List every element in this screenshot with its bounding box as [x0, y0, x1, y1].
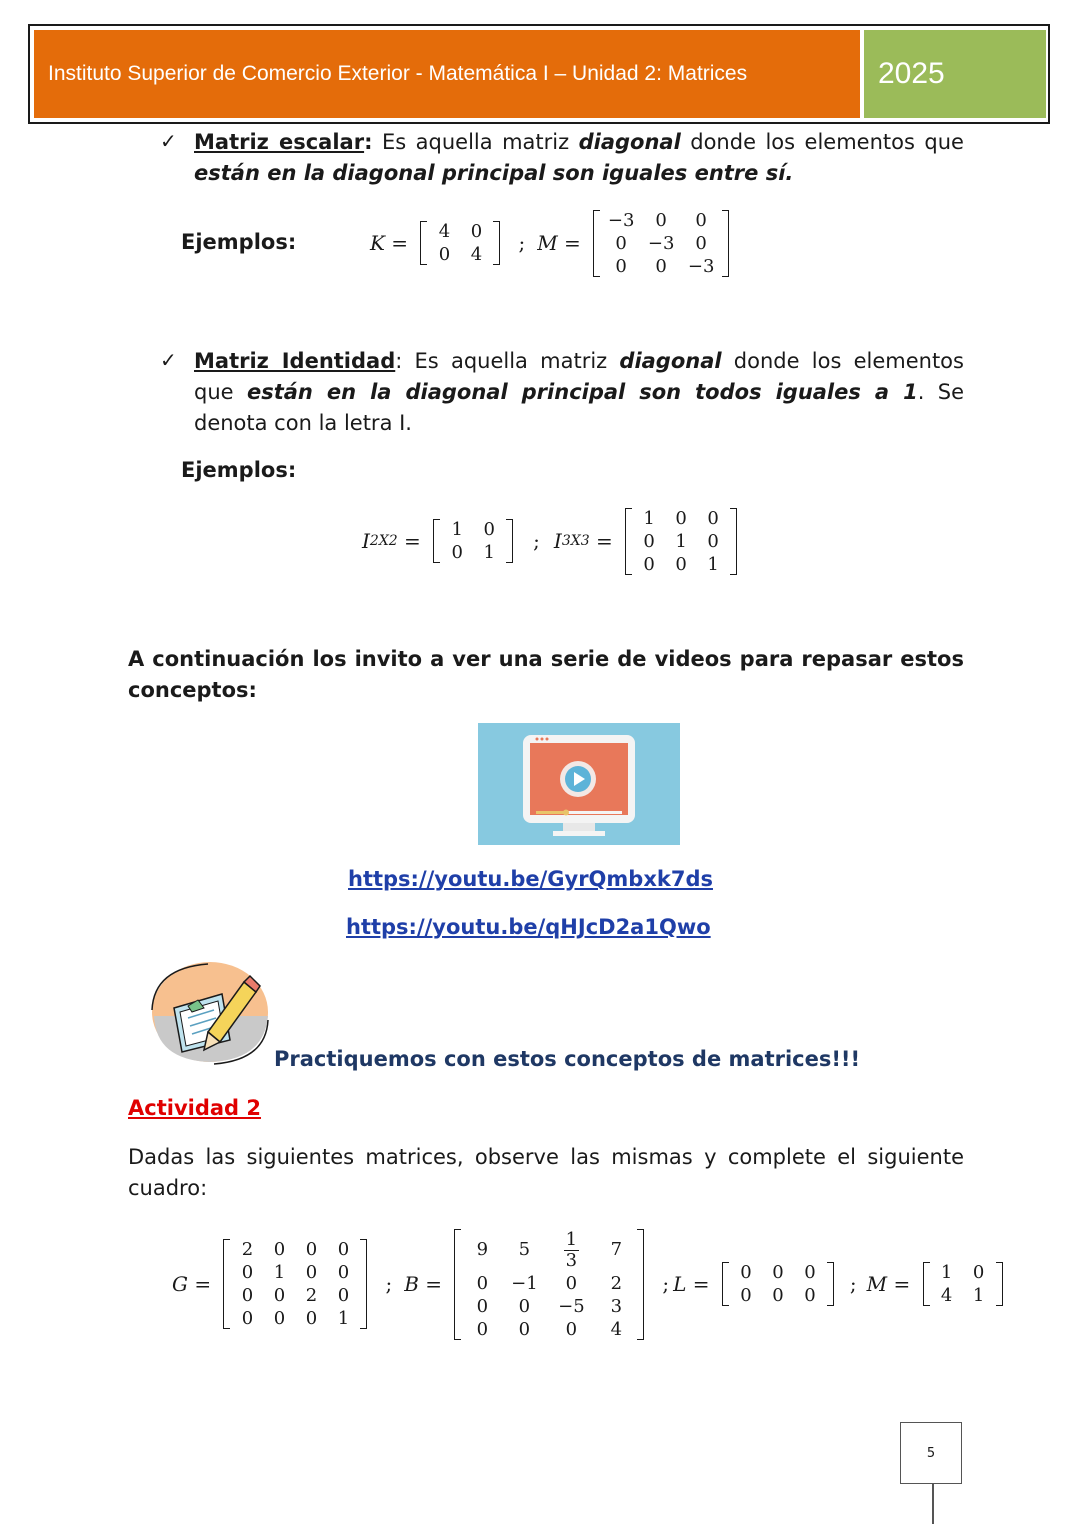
- escalar-definition: Matriz escalar: Es aquella matriz diagonal donde los elementos que están en la diagonal principal son iguales entre sí.: [194, 130, 964, 185]
- video-player-icon[interactable]: [478, 723, 680, 845]
- video-link-1[interactable]: https://youtu.be/GyrQmbxk7ds: [348, 867, 713, 891]
- escalar-examples-label: Ejemplos:: [181, 230, 297, 254]
- activity-matrices: G = 2 0 0 0 0 1 0 0 0 0 2 0 0 0 0 1 ; B = 9 5 $\frac{1}{3}$ 7 0 −1 0 2 0 0 −5 3 0 0 0 4 ; L = 0 0 0 0 0 0 ; M = 1 0 4 1: [172, 1222, 1009, 1346]
- matrix-I2: 1 0 0 1: [433, 519, 513, 563]
- identidad-term: Matriz Identidad: [194, 349, 396, 373]
- escalar-examples: K = 4 0 0 4 ; M = −3 0 0 0 −3 0 0 0 −3: [370, 208, 735, 278]
- activity-title: Actividad 2: [128, 1096, 261, 1120]
- page-number: 5: [900, 1422, 962, 1484]
- checkmark-icon: ✓: [160, 129, 177, 153]
- fraction-one-third: $\frac{1}{3}$: [565, 1228, 578, 1271]
- page-header: [28, 24, 1050, 124]
- matrix-M-activity: 1 0 4 1: [923, 1262, 1003, 1306]
- identidad-definition: Matriz Identidad: Es aquella matriz diagonal donde los elementos que están en la diagonal principal son todos iguales a 1. Se denota con la letra I.: [194, 349, 964, 435]
- video-link-2[interactable]: https://youtu.be/qHJcD2a1Qwo: [346, 915, 711, 939]
- matrix-K: 4 0 0 4: [420, 221, 500, 265]
- header-title: Instituto Superior de Comercio Exterior - Matemática I – Unidad 2: Matrices: [34, 30, 860, 118]
- matrix-G: 2 0 0 0 0 1 0 0 0 0 2 0 0 0 0 1: [223, 1239, 367, 1329]
- header-year: 2025: [864, 30, 1046, 118]
- activity-text: Dadas las siguientes matrices, observe las mismas y complete el siguiente cuadro:: [128, 1145, 964, 1200]
- matrix-M-scalar: −3 0 0 0 −3 0 0 0 −3: [593, 210, 729, 277]
- practice-title: Practiquemos con estos conceptos de matrices!!!: [274, 1047, 861, 1071]
- identidad-examples: I 2X2 = 1 0 0 1 ; I 3X3 = 1 0 0 0 1 0 0 0 1: [362, 506, 743, 576]
- page-number-line: [932, 1484, 934, 1524]
- pencil-notepad-icon: [148, 960, 274, 1068]
- checkmark-icon: ✓: [160, 348, 177, 372]
- identidad-examples-label: Ejemplos:: [181, 458, 297, 482]
- videos-intro: A continuación los invito a ver una serie de videos para repasar estos conceptos:: [128, 647, 964, 702]
- escalar-term: Matriz escalar: [194, 130, 365, 154]
- matrix-I3: 1 0 0 0 1 0 0 0 1: [625, 508, 737, 575]
- matrix-B: 9 5 $\frac{1}{3}$ 7 0 −1 0 2 0 0 −5 3 0 0 0 4: [454, 1229, 644, 1340]
- matrix-L: 0 0 0 0 0 0: [722, 1262, 834, 1306]
